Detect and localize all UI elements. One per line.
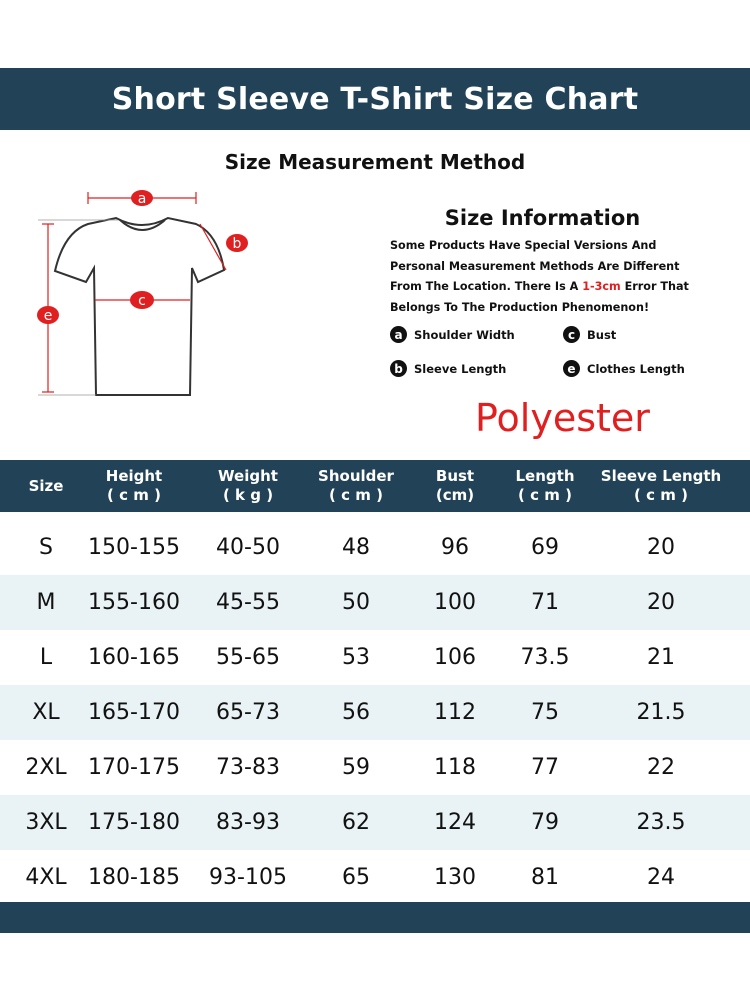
legend-label: Sleeve Length <box>414 361 507 376</box>
cell-length: 69 <box>531 535 559 560</box>
table-body <box>0 520 750 905</box>
header-size <box>15 460 77 512</box>
info-text-after: Error That Belongs To The Production Phenomenon! <box>390 280 689 314</box>
size-information <box>390 206 700 318</box>
cell-weight: 73-83 <box>216 755 280 780</box>
cell-length: 77 <box>531 755 559 780</box>
legend-label: Clothes Length <box>587 361 685 376</box>
label-a: a <box>137 191 147 207</box>
tshirt-diagram <box>28 180 278 410</box>
material-label: Polyester <box>475 396 650 440</box>
cell-height: 170-175 <box>88 755 180 780</box>
cell-sleeve: 22 <box>647 755 675 780</box>
info-text-before: Some Products Have Special Versions And Personal Measurement Methods Are Different From The Location. There Is A <box>390 239 680 293</box>
header-text: Weight <box>218 467 278 485</box>
header-text: ( c m ) <box>107 486 161 504</box>
cell-size: L <box>39 645 53 670</box>
cell-weight: 45-55 <box>216 590 280 615</box>
measurement-legend <box>390 326 720 386</box>
cell-shoulder: 65 <box>342 865 370 890</box>
cell-sleeve: 20 <box>647 535 675 560</box>
cell-bust: 124 <box>434 810 476 835</box>
page-title: Short Sleeve T-Shirt Size Chart <box>111 81 639 117</box>
cell-height: 165-170 <box>88 700 180 725</box>
table-row <box>0 630 750 685</box>
legend-item-bust <box>563 326 616 343</box>
cell-shoulder: 56 <box>342 700 370 725</box>
cell-weight: 93-105 <box>209 865 287 890</box>
table-row <box>0 520 750 575</box>
header-text: Size <box>28 476 64 495</box>
cell-weight: 83-93 <box>216 810 280 835</box>
header-text: Length <box>515 467 575 485</box>
cell-height: 155-160 <box>88 590 180 615</box>
cell-height: 160-165 <box>88 645 180 670</box>
cell-length: 71 <box>531 590 559 615</box>
legend-item-shoulder <box>390 326 515 343</box>
info-text <box>390 236 700 318</box>
header-bust <box>418 460 492 512</box>
legend-label: Shoulder Width <box>414 327 515 342</box>
cell-height: 150-155 <box>88 535 180 560</box>
cell-size: M <box>36 590 56 615</box>
footer-bar <box>0 902 750 933</box>
cell-size: S <box>39 535 53 560</box>
cell-shoulder: 59 <box>342 755 370 780</box>
cell-sleeve: 23.5 <box>636 810 686 835</box>
header-sleeve-length <box>596 460 726 512</box>
cell-size: 2XL <box>25 755 67 780</box>
cell-bust: 100 <box>434 590 476 615</box>
legend-c-icon: c <box>563 326 580 343</box>
error-range: 1-3cm <box>582 280 621 293</box>
cell-bust: 106 <box>434 645 476 670</box>
cell-sleeve: 21 <box>647 645 675 670</box>
cell-sleeve: 24 <box>647 865 675 890</box>
cell-length: 73.5 <box>520 645 570 670</box>
cell-shoulder: 62 <box>342 810 370 835</box>
header-text: Bust <box>435 467 475 485</box>
cell-size: 4XL <box>25 865 67 890</box>
header-text: Height <box>105 467 163 485</box>
cell-bust: 96 <box>441 535 469 560</box>
legend-a-icon: a <box>390 326 407 343</box>
header-height <box>85 460 183 512</box>
label-c: c <box>138 293 146 309</box>
label-b: b <box>232 236 242 252</box>
header-length <box>503 460 587 512</box>
cell-length: 79 <box>531 810 559 835</box>
cell-shoulder: 53 <box>342 645 370 670</box>
cell-weight: 55-65 <box>216 645 280 670</box>
cell-sleeve: 21.5 <box>636 700 686 725</box>
label-e: e <box>43 308 53 324</box>
table-row <box>0 685 750 740</box>
table-header <box>0 460 750 512</box>
legend-item-length <box>563 360 685 377</box>
cell-length: 81 <box>531 865 559 890</box>
cell-sleeve: 20 <box>647 590 675 615</box>
cell-height: 175-180 <box>88 810 180 835</box>
cell-size: 3XL <box>25 810 67 835</box>
header-text: ( c m ) <box>518 486 572 504</box>
legend-item-sleeve <box>390 360 506 377</box>
cell-bust: 112 <box>434 700 476 725</box>
table-row <box>0 850 750 905</box>
table-row <box>0 575 750 630</box>
cell-weight: 65-73 <box>216 700 280 725</box>
header-text: Shoulder <box>318 467 394 485</box>
header-text: ( c m ) <box>329 486 383 504</box>
cell-length: 75 <box>531 700 559 725</box>
title-banner <box>0 68 750 130</box>
cell-height: 180-185 <box>88 865 180 890</box>
method-title: Size Measurement Method <box>224 150 526 174</box>
header-shoulder <box>308 460 404 512</box>
table-row <box>0 795 750 850</box>
header-weight <box>198 460 298 512</box>
cell-bust: 118 <box>434 755 476 780</box>
table-row <box>0 740 750 795</box>
header-text: ( c m ) <box>634 486 688 504</box>
legend-b-icon: b <box>390 360 407 377</box>
cell-weight: 40-50 <box>216 535 280 560</box>
info-title: Size Information <box>444 206 641 230</box>
header-text: Sleeve Length <box>600 467 722 485</box>
cell-shoulder: 48 <box>342 535 370 560</box>
legend-e-icon: e <box>563 360 580 377</box>
cell-size: XL <box>32 700 60 725</box>
cell-shoulder: 50 <box>342 590 370 615</box>
tshirt-svg <box>28 180 278 410</box>
legend-label: Bust <box>587 327 617 342</box>
cell-bust: 130 <box>434 865 476 890</box>
header-text: ( k g ) <box>222 486 274 504</box>
header-text: (cm) <box>435 486 475 504</box>
